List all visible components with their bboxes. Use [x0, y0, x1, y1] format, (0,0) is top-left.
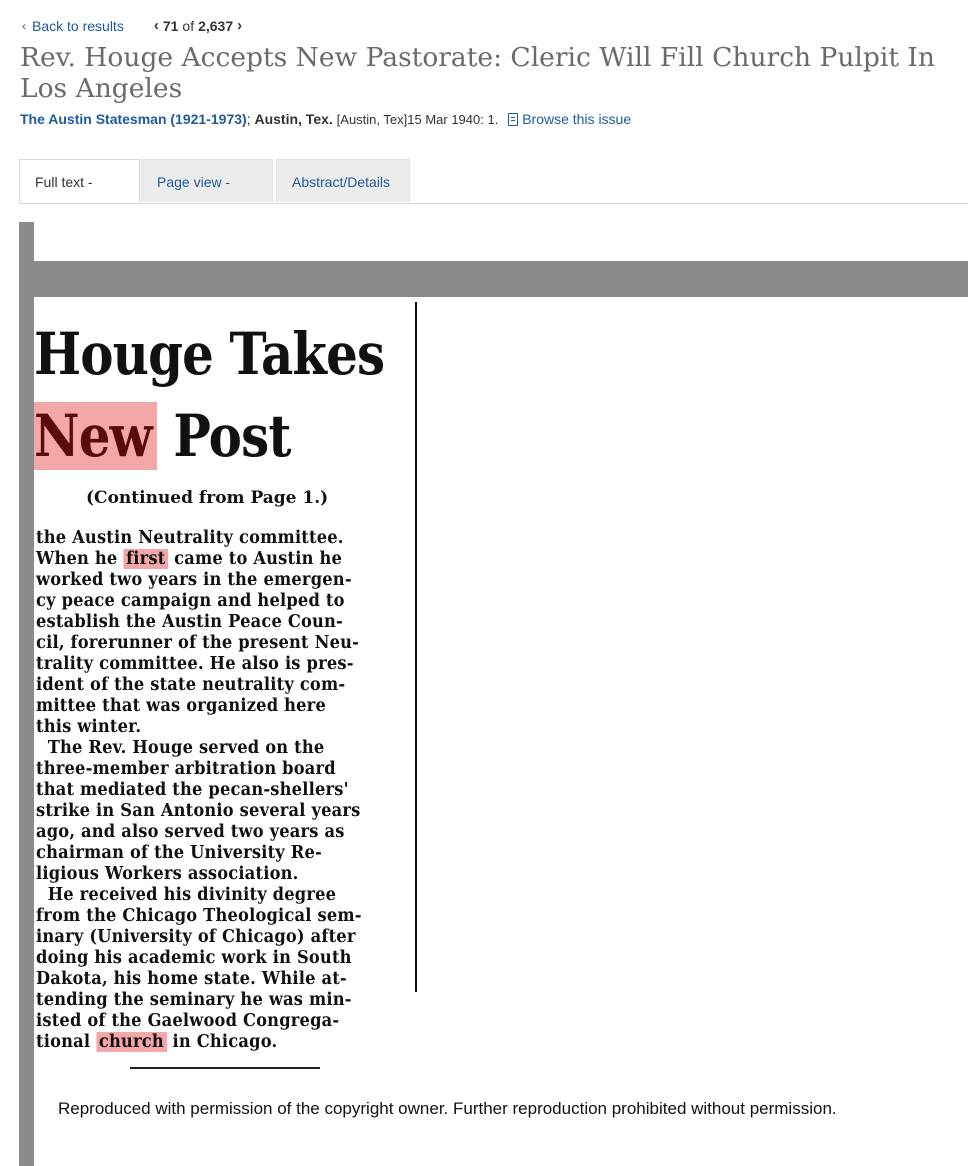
text-line: three-member arbitration board — [36, 759, 336, 779]
text-line: strike in San Antonio several years — [36, 801, 361, 821]
highlighted-word-new: New — [34, 402, 157, 470]
tab-abstract-details[interactable]: Abstract/Details — [276, 159, 410, 202]
highlighted-word-church: church — [96, 1032, 167, 1052]
newspaper-clipping — [34, 298, 419, 1073]
text-line: ligious Workers association. — [36, 864, 299, 884]
of-label: of — [182, 17, 195, 34]
text-line: trality committee. He also is pres- — [36, 654, 354, 674]
document-icon — [508, 113, 518, 126]
copyright-notice: Reproduced with permission of the copyright owner. Further reproduction prohibited without permission. — [58, 1099, 837, 1118]
current-result-number: 71 — [162, 17, 179, 34]
text-line: The Rev. Houge served on the — [36, 738, 325, 758]
text-line: inary (University of Chicago) after — [36, 927, 356, 947]
chevron-left-icon: ‹ — [22, 18, 26, 33]
publication-link[interactable]: The Austin Statesman (1921-1973) — [20, 111, 247, 127]
next-result-button[interactable]: › — [237, 17, 243, 34]
previous-result-button[interactable]: ‹ — [153, 17, 159, 34]
text-line: that mediated the pecan-shellers' — [36, 780, 349, 800]
browse-issue-label: Browse this issue — [522, 111, 632, 127]
total-results: 2,637 — [198, 17, 234, 34]
back-to-results-label: Back to results — [32, 17, 124, 34]
text-line: When he first came to Austin he — [36, 549, 343, 569]
browse-issue-link[interactable] — [508, 111, 631, 127]
viewer-toolbar — [34, 261, 968, 297]
text-line: this winter. — [36, 717, 142, 737]
text-line: Dakota, his home state. While at- — [36, 969, 347, 989]
text-line: He received his divinity degree — [36, 885, 337, 905]
column-rule — [415, 302, 417, 992]
document-title: Rev. Houge Accepts New Pastorate: Cleric Will Fill Church Pulpit In Los Angeles — [20, 42, 935, 104]
continued-note: (Continued from Page 1.) — [86, 488, 329, 508]
clipping-end-rule — [130, 1067, 320, 1069]
text-line: from the Chicago Theological sem- — [36, 906, 362, 926]
result-pager — [150, 17, 246, 34]
text-line: the Austin Neutrality committee. — [36, 528, 344, 548]
issue-details: [Austin, Tex]15 Mar 1940: 1. — [336, 112, 499, 127]
text-line: cy peace campaign and helped to — [36, 591, 345, 611]
text-line: ident of the state neutrality com- — [36, 675, 346, 695]
text-line: ago, and also served two years as — [36, 822, 345, 842]
headline-line-1: Houge Takes — [34, 320, 385, 388]
text-line: worked two years in the emergen- — [36, 570, 352, 590]
text-line: chairman of the University Re- — [36, 843, 323, 863]
tab-page-view-pdf[interactable]: Page view - — [141, 159, 273, 202]
highlighted-word-first: first — [123, 549, 168, 569]
text-line: cil, forerunner of the present Neu- — [36, 633, 360, 653]
text-line: tending the seminary he was min- — [36, 990, 352, 1010]
text-line: mittee that was organized here — [36, 696, 327, 716]
headline-word-post: Post — [173, 402, 291, 470]
back-to-results-link[interactable] — [22, 18, 124, 34]
text-line: establish the Austin Peace Coun- — [36, 612, 344, 632]
headline-line-2 — [34, 402, 290, 470]
text-line: tional church in Chicago. — [36, 1032, 278, 1052]
tab-full-text-pdf[interactable]: Full text - — [19, 159, 140, 203]
document-tabs — [19, 159, 968, 204]
result-navigation — [22, 17, 246, 34]
citation: The Austin Statesman (1921-1973); Austin, Tex. [Austin, Tex]15 Mar 1940: 1. Browse this issue — [20, 111, 632, 127]
text-line: doing his academic work in South — [36, 948, 352, 968]
text-line: isted of the Gaelwood Congrega- — [36, 1011, 340, 1031]
article-text — [36, 528, 411, 1053]
publication-location: Austin, Tex. — [254, 111, 333, 127]
viewer-left-border — [19, 222, 34, 1166]
